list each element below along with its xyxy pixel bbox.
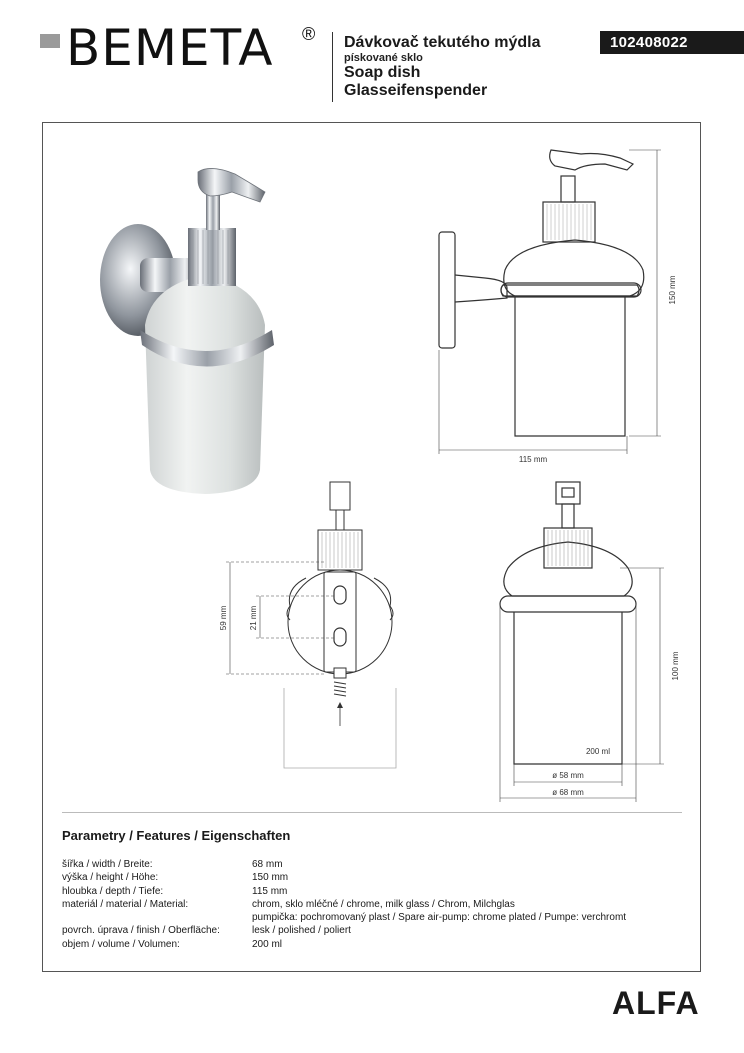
logo-square-mark	[40, 34, 60, 48]
pump-collar	[188, 228, 236, 286]
title-german: Glasseifenspender	[344, 82, 488, 100]
spec-label: objem / volume / Volumen:	[62, 938, 180, 950]
spec-value: lesk / polished / poliert	[252, 925, 351, 937]
back-view-drawing	[216, 478, 416, 778]
features-title: Parametry / Features / Eigenschaften	[62, 828, 291, 843]
brand-name: BEMETA	[66, 19, 274, 77]
spec-label: šířka / width / Breite:	[62, 859, 153, 870]
product-title-block	[344, 34, 541, 100]
inner-diameter-label: ø 58 mm	[552, 771, 584, 780]
side-depth-label: 115 mm	[518, 455, 548, 464]
title-english: Soap dish	[344, 64, 421, 82]
spec-value: chrom, sklo mléčné / chrome, milk glass / Chrom, Milchglas	[252, 898, 515, 910]
spec-value: 68 mm	[252, 859, 283, 870]
features-divider	[62, 812, 682, 813]
spec-row-pump	[62, 911, 626, 924]
spec-value: 200 ml	[252, 938, 283, 950]
side-height-label: 150 mm	[668, 275, 677, 305]
brand-logo	[40, 19, 320, 77]
spec-value: pumpička: pochromovaný plast / Spare air-pump: chrome plated / Pumpe: verchromt	[252, 912, 627, 924]
spec-label	[62, 911, 252, 924]
spec-row-material	[62, 898, 626, 911]
spec-label: výška / height / Höhe:	[62, 872, 159, 884]
mount-hole-bottom	[334, 628, 346, 646]
outer-diameter-label: ø 68 mm	[552, 788, 584, 797]
title-czech-subtitle: pískované sklo	[344, 51, 423, 64]
side-view-drawing	[425, 140, 685, 470]
back-hole-spacing-label: 21 mm	[249, 605, 258, 631]
volume-label: 200 ml	[585, 747, 611, 756]
spec-label: povrch. úprava / finish / Oberfläche:	[62, 925, 220, 937]
back-mount-height-label: 59 mm	[219, 605, 228, 631]
spec-row-finish	[62, 924, 626, 937]
spec-list	[62, 858, 626, 951]
frosted-glass-bottle	[145, 275, 265, 494]
registered-mark: ®	[302, 24, 316, 44]
spec-row-volume	[62, 938, 626, 951]
product-code-badge: 102408022	[600, 31, 744, 54]
product-photo	[60, 140, 320, 520]
spec-value: 115 mm	[252, 885, 288, 897]
spec-value: 150 mm	[252, 872, 289, 884]
spec-row-depth	[62, 885, 626, 898]
front-view-drawing	[480, 478, 690, 808]
front-height-label: 100 mm	[671, 651, 680, 681]
spec-label: hloubka / depth / Tiefe:	[62, 885, 164, 897]
series-name: ALFA	[612, 985, 700, 1021]
title-czech: Dávkovač tekutého mýdla	[344, 34, 541, 51]
spec-row-height	[62, 871, 626, 884]
spec-label: materiál / material / Material:	[62, 898, 189, 910]
mount-hole-top	[334, 586, 346, 604]
header-divider	[332, 32, 333, 102]
spec-row-width	[62, 858, 626, 871]
